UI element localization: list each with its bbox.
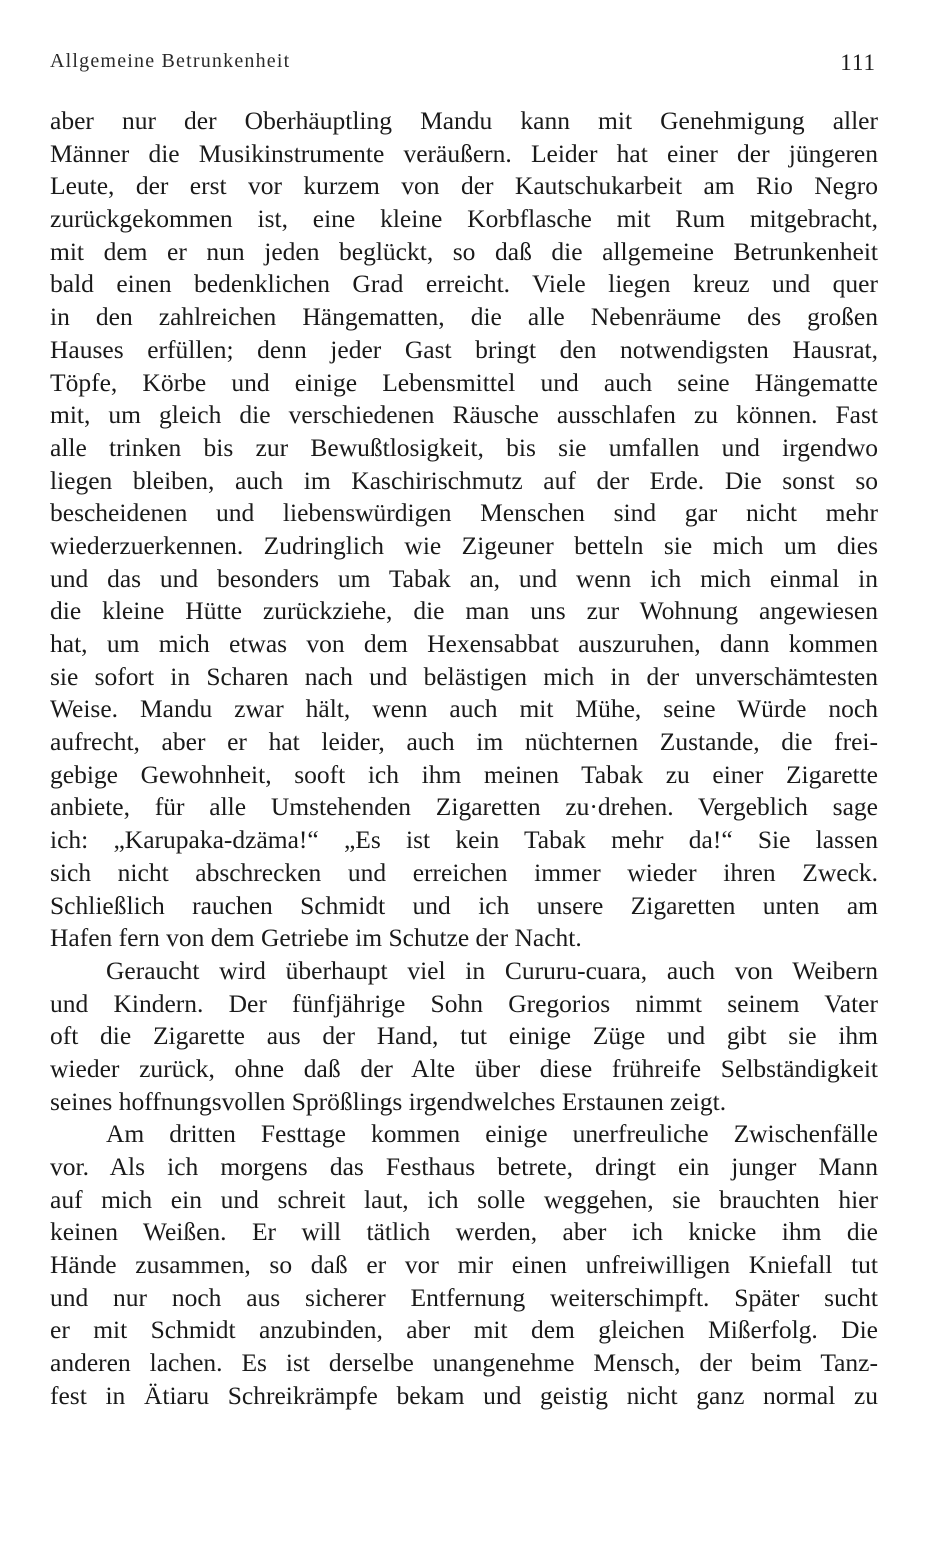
- text-line: wieder zurück, ohne daß der Alte über diese frühreife Selbständigkeit: [50, 1053, 878, 1083]
- paragraph-3: [50, 1118, 878, 1412]
- running-head: Allgemeine Betrunkenheit: [50, 50, 291, 72]
- text-line: anderen lachen. Es ist derselbe unangenehme Mensch, der beim Tanz-: [50, 1348, 878, 1378]
- text-line: bald einen bedenklichen Grad erreicht. Viele liegen kreuz und quer: [50, 269, 878, 299]
- text-line: gebige Gewohnheit, sooft ich ihm meinen Tabak zu einer Zigarette: [50, 759, 878, 789]
- text-line: Am dritten Festtage kommen einige unerfreuliche Zwischenfälle: [106, 1119, 878, 1149]
- text-line: keinen Weißen. Er will tätlich werden, aber ich knicke ihm die: [50, 1217, 878, 1247]
- text-line: auf mich ein und schreit laut, ich solle weggehen, sie brauchten hier: [50, 1184, 878, 1214]
- text-line: und Kindern. Der fünfjährige Sohn Gregorios nimmt seinem Vater: [50, 988, 878, 1018]
- text-line: Hauses erfüllen; denn jeder Gast bringt den notwendigsten Hausrat,: [50, 334, 878, 364]
- text-line: er mit Schmidt anzubinden, aber mit dem gleichen Mißerfolg. Die: [50, 1315, 878, 1345]
- text-line: vor. Als ich morgens das Festhaus betrete, dringt ein junger Mann: [50, 1152, 878, 1181]
- text-line: hat, um mich etwas von dem Hexensabbat auszuruhen, dann kommen: [50, 629, 878, 658]
- text-line: liegen bleiben, auch im Kaschirischmutz auf der Erde. Die sonst so: [50, 465, 878, 495]
- page-number: 111: [840, 50, 876, 75]
- text-line: zurückgekommen ist, eine kleine Korbflasche mit Rum mitgebracht,: [50, 204, 878, 234]
- text-line: aber nur der Oberhäuptling Mandu kann mit Genehmigung aller: [50, 106, 878, 135]
- text-line: mit, um gleich die verschiedenen Räusche ausschlafen zu können. Fast: [50, 400, 878, 430]
- text-line: Hände zusammen, so daß er vor mir einen unfreiwilligen Kniefall tut: [50, 1250, 878, 1280]
- text-line: in den zahlreichen Hängematten, die alle Nebenräume des großen: [50, 302, 878, 332]
- text-line: Töpfe, Körbe und einige Lebensmittel und auch seine Hängematte: [50, 367, 878, 397]
- text-line: Männer die Musikinstrumente veräußern. Leider hat einer der jüngeren: [50, 138, 878, 168]
- text-line: anbiete, für alle Umstehenden Zigaretten zu·drehen. Vergeblich sage: [50, 792, 878, 822]
- text-line: seines hoffnungsvollen Sprößlings irgendwelches Erstaunen zeigt.: [50, 1086, 727, 1116]
- paragraph-2: [50, 955, 878, 1118]
- text-line: wiederzuerkennen. Zudringlich wie Zigeuner betteln sie mich um dies: [50, 530, 878, 560]
- text-line: Geraucht wird überhaupt viel in Cururu-cuara, auch von Weibern: [106, 955, 878, 985]
- text-line: sich nicht abschrecken und erreichen immer wieder ihren Zweck.: [50, 857, 878, 887]
- text-line: ich: „Karupaka-dzäma!“ „Es ist kein Tabak mehr da!“ Sie lassen: [50, 825, 878, 855]
- text-line: Leute, der erst vor kurzem von der Kautschukarbeit am Rio Negro: [50, 171, 878, 201]
- text-line: und das und besonders um Tabak an, und wenn ich mich einmal in: [50, 563, 878, 593]
- text-line: fest in Ätiaru Schreikrämpfe bekam und geistig nicht ganz normal zu: [50, 1380, 878, 1410]
- text-line: bescheidenen und liebenswürdigen Menschen sind gar nicht mehr: [50, 498, 878, 528]
- text-line: mit dem er nun jeden beglückt, so daß die allgemeine Betrunkenheit: [50, 236, 878, 266]
- text-line: aufrecht, aber er hat leider, auch im nüchternen Zustande, die frei-: [50, 727, 878, 757]
- text-line: oft die Zigarette aus der Hand, tut einige Züge und gibt sie ihm: [50, 1021, 878, 1051]
- text-line: Hafen fern von dem Getriebe im Schutze der Nacht.: [50, 923, 582, 953]
- text-line: und nur noch aus sicherer Entfernung weiterschimpft. Später sucht: [50, 1282, 878, 1312]
- text-line: Weise. Mandu zwar hält, wenn auch mit Mühe, seine Würde noch: [50, 694, 878, 724]
- text-line: die kleine Hütte zurückziehe, die man uns zur Wohnung angewiesen: [50, 596, 878, 626]
- text-line: Schließlich rauchen Schmidt und ich unsere Zigaretten unten am: [50, 890, 878, 920]
- text-line: sie sofort in Scharen nach und belästigen mich in der unverschämtesten: [50, 661, 878, 691]
- text-line: alle trinken bis zur Bewußtlosigkeit, bis sie umfallen und irgendwo: [50, 432, 878, 462]
- paragraph-1: [50, 105, 878, 955]
- body-text: [50, 105, 878, 1413]
